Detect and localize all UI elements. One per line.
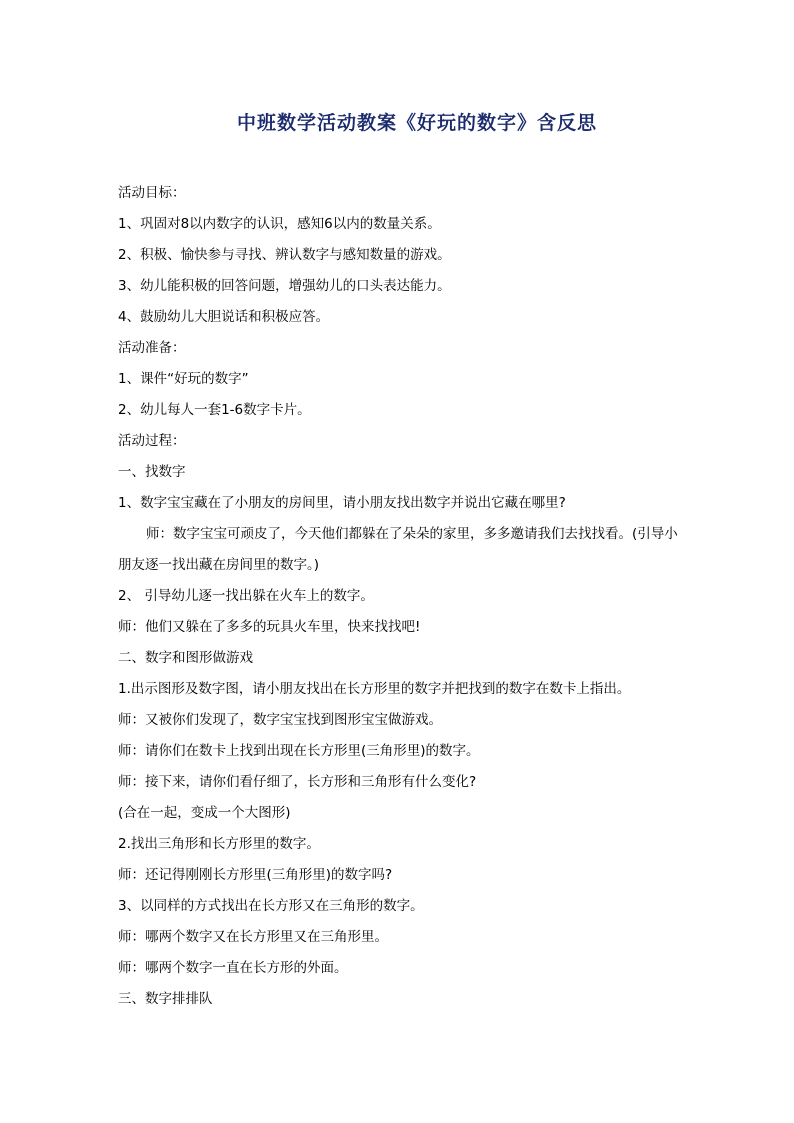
- goal-item-3: 3、幼儿能积极的回答问题，增强幼儿的口头表达能力。: [118, 278, 451, 294]
- process-paragraph: 2、 引导幼儿逐一找出躲在火车上的数字。: [118, 588, 374, 604]
- process-step-heading-2: 二、数字和图形做游戏: [118, 650, 253, 666]
- process-step-heading-3: 三、数字排排队: [118, 991, 213, 1007]
- document-title: 中班数学活动教案《好玩的数字》含反思: [236, 112, 597, 134]
- document-body: [118, 178, 683, 1015]
- process-paragraph: 师：请你们在数卡上找到出现在长方形里(三角形里)的数字。: [118, 743, 480, 759]
- process-paragraph: 1、数字宝宝藏在了小朋友的房间里，请小朋友找出数字并说出它藏在哪里?: [118, 495, 566, 511]
- process-paragraph: 师：又被你们发现了，数字宝宝找到图形宝宝做游戏。: [118, 712, 442, 728]
- section-heading-process: 活动过程：: [118, 433, 186, 449]
- section-heading-preparation: 活动准备：: [118, 340, 186, 356]
- goal-item-4: 4、鼓励幼儿大胆说话和积极应答。: [118, 309, 330, 325]
- process-paragraph: 师：接下来，请你们看仔细了，长方形和三角形有什么变化?: [118, 774, 477, 790]
- process-paragraph: 3、以同样的方式找出在长方形又在三角形的数字。: [118, 898, 424, 914]
- process-paragraph: 师：哪两个数字一直在长方形的外面。: [118, 960, 348, 976]
- process-paragraph: (合在一起，变成一个大图形): [118, 805, 291, 821]
- process-paragraph: 师：还记得刚刚长方形里(三角形里)的数字吗?: [118, 867, 393, 883]
- process-paragraph: 师：他们又躲在了多多的玩具火车里，快来找找吧!: [118, 619, 421, 635]
- goal-item-2: 2、积极、愉快参与寻找、辨认数字与感知数量的游戏。: [118, 247, 451, 263]
- process-step-heading-1: 一、找数字: [118, 464, 186, 480]
- process-paragraph: 师：数字宝宝可顽皮了，今天他们都躲在了朵朵的家里，多多邀请我们去找找看。(引导小朋友逐一找出藏在房间里的数字。): [118, 526, 678, 573]
- preparation-item-1: 1、课件“好玩的数字”: [118, 371, 249, 387]
- section-heading-goals: 活动目标：: [118, 185, 186, 201]
- goal-item-1: 1、巩固对8以内数字的认识，感知6以内的数量关系。: [118, 216, 441, 232]
- process-paragraph: 2.找出三角形和长方形里的数字。: [118, 836, 320, 852]
- process-paragraph: 1.出示图形及数字图，请小朋友找出在长方形里的数字并把找到的数字在数卡上指出。: [118, 681, 631, 697]
- process-paragraph: 师：哪两个数字又在长方形里又在三角形里。: [118, 929, 388, 945]
- preparation-item-2: 2、幼儿每人一套1-6数字卡片。: [118, 402, 311, 418]
